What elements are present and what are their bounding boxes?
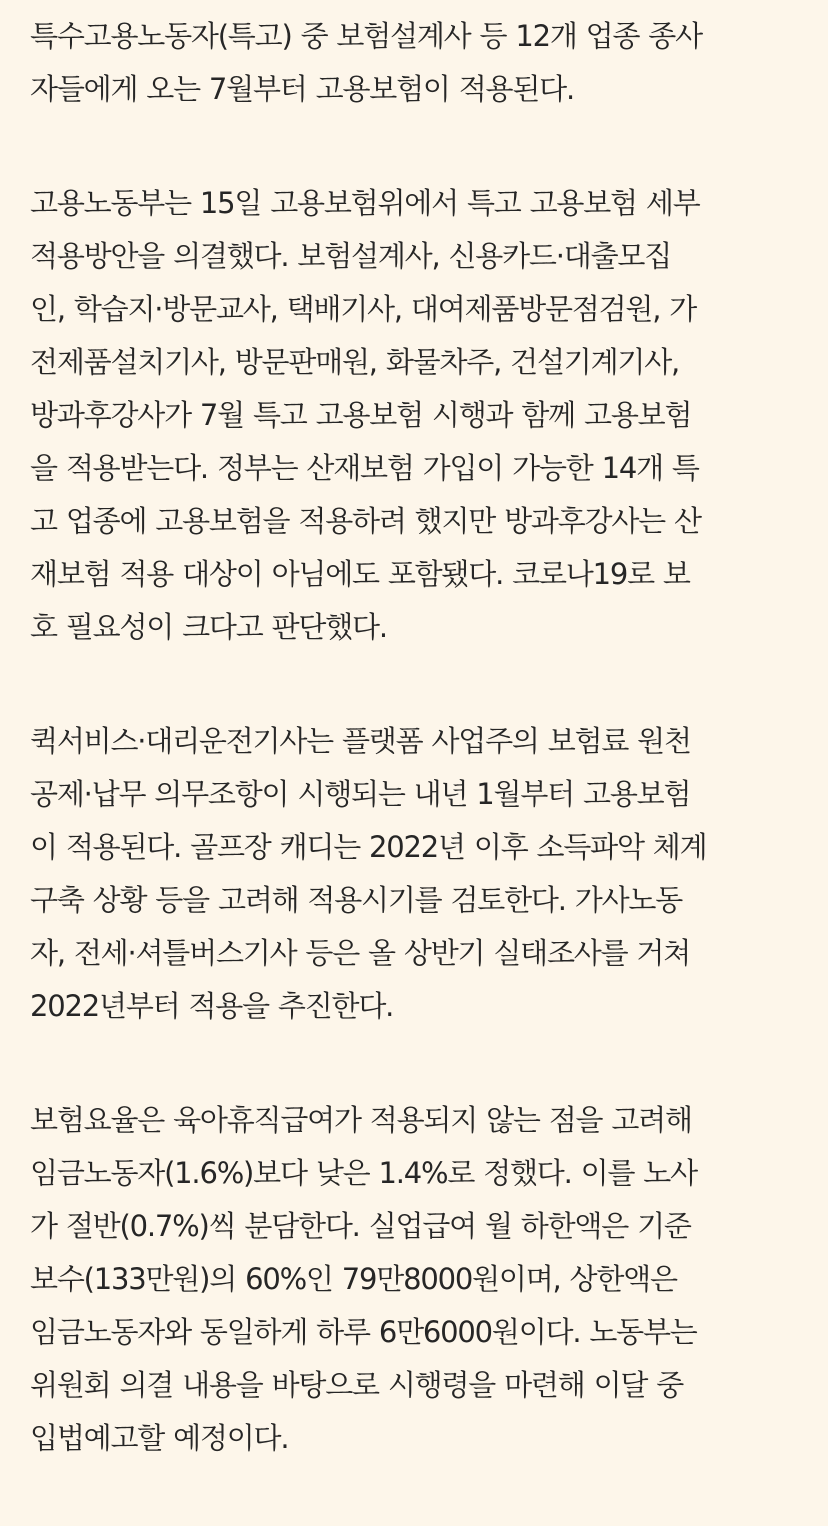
text-line: 전제품설치기사, 방문판매원, 화물차주, 건설기계기사, bbox=[30, 345, 680, 379]
text-line: 고 업종에 고용보험을 적용하려 했지만 방과후강사는 산 bbox=[30, 504, 701, 538]
text-line: 을 적용받는다. 정부는 산재보험 가입이 가능한 14개 특 bbox=[30, 451, 699, 485]
text-line: 임금노동자(1.6%)보다 낮은 1.4%로 정했다. 이를 노사 bbox=[30, 1156, 697, 1190]
text-line: 공제·납무 의무조항이 시행되는 내년 1월부터 고용보험 bbox=[30, 777, 691, 811]
article-paragraph-2 bbox=[30, 177, 810, 654]
text-line: 퀵서비스·대리운전기사는 플랫폼 사업주의 보험료 원천 bbox=[30, 724, 691, 758]
text-line: 방과후강사가 7월 특고 고용보험 시행과 함께 고용보험 bbox=[30, 398, 692, 432]
text-line: 위원회 의결 내용을 바탕으로 시행령을 마련해 이달 중 bbox=[30, 1368, 684, 1402]
text-line: 보험요율은 육아휴직급여가 적용되지 않는 점을 고려해 bbox=[30, 1103, 692, 1137]
article-body bbox=[30, 10, 810, 1526]
text-line: 호 필요성이 크다고 판단했다. bbox=[30, 610, 387, 644]
text-line: 구축 상황 등을 고려해 적용시기를 검토한다. 가사노동 bbox=[30, 883, 683, 917]
text-line: 자들에게 오는 7월부터 고용보험이 적용된다. bbox=[30, 72, 574, 106]
text-line: 가 절반(0.7%)씩 분담한다. 실업급여 월 하한액은 기준 bbox=[30, 1209, 691, 1243]
text-line: 2022년부터 적용을 추진한다. bbox=[30, 989, 394, 1023]
text-line: 적용방안을 의결했다. 보험설계사, 신용카드·대출모집 bbox=[30, 239, 672, 273]
text-line: 자, 전세·셔틀버스기사 등은 올 상반기 실태조사를 거쳐 bbox=[30, 936, 691, 970]
text-line: 인, 학습지·방문교사, 택배기사, 대여제품방문점검원, 가 bbox=[30, 292, 697, 326]
text-line: 보수(133만원)의 60%인 79만8000원이며, 상한액은 bbox=[30, 1262, 677, 1296]
text-line: 고용노동부는 15일 고용보험위에서 특고 고용보험 세부 bbox=[30, 186, 700, 220]
article-paragraph-4 bbox=[30, 1094, 810, 1465]
text-line: 입법예고할 예정이다. bbox=[30, 1421, 289, 1455]
text-line: 특수고용노동자(특고) 중 보험설계사 등 12개 업종 종사 bbox=[30, 19, 702, 53]
text-line: 이 적용된다. 골프장 캐디는 2022년 이후 소득파악 체계 bbox=[30, 830, 707, 864]
text-line: 재보험 적용 대상이 아님에도 포함됐다. 코로나19로 보 bbox=[30, 557, 690, 591]
article-paragraph-1 bbox=[30, 10, 810, 116]
text-line: 임금노동자와 동일하게 하루 6만6000원이다. 노동부는 bbox=[30, 1315, 697, 1349]
article-paragraph-3 bbox=[30, 715, 810, 1033]
